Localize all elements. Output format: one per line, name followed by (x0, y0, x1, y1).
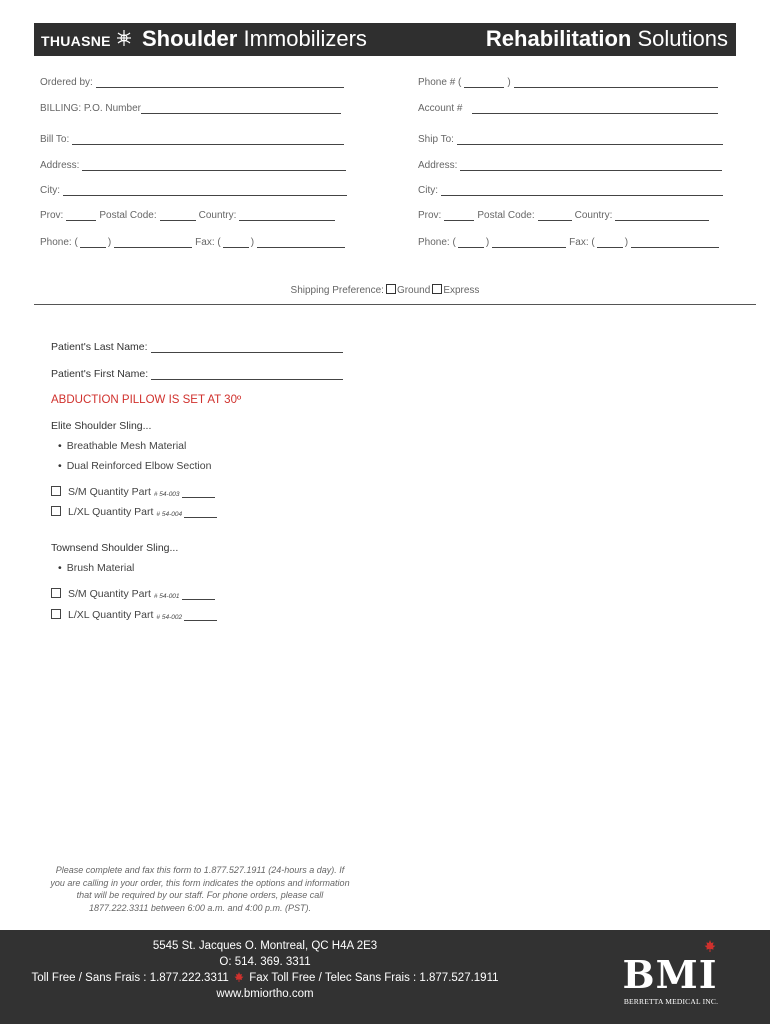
phone-number-field[interactable]: Phone # ( ) (418, 77, 721, 88)
ship-to-field[interactable]: Ship To: (418, 134, 726, 145)
ship-city-field[interactable]: City: (418, 185, 726, 196)
bmi-logo-subtitle: BERRETTA MEDICAL INC. (623, 997, 719, 1006)
express-checkbox[interactable] (432, 284, 442, 294)
checkbox[interactable] (51, 588, 61, 598)
footer-phones: Toll Free / Sans Frais : 1.877.222.3311 Fax Toll Free / Telec Sans Frais : 1.877.527.1911 (31, 972, 499, 984)
footer-bar (0, 930, 770, 1024)
shipping-preference: Shipping Preference: Ground Express (290, 285, 480, 296)
bill-address-field[interactable]: Address: (40, 160, 349, 171)
bmi-logo-text: BMI (622, 952, 718, 997)
list-item: • Brush Material (58, 562, 134, 574)
ordered-by-field[interactable]: Ordered by: (40, 77, 347, 88)
bill-phone-row[interactable]: Phone: ( ) Fax: ( ) (40, 237, 348, 248)
header-bar (34, 23, 736, 56)
account-number-field[interactable]: Account # (418, 103, 721, 114)
header-tagline: Rehabilitation Solutions (485, 26, 728, 51)
elite-sling-heading: Elite Shoulder Sling... (51, 420, 152, 432)
maple-leaf-icon (704, 940, 716, 952)
ground-checkbox[interactable] (386, 284, 396, 294)
brand-name: THUASNE (41, 33, 111, 49)
ship-phone-row[interactable]: Phone: ( ) Fax: ( ) (418, 237, 722, 248)
townsend-lxl-quantity[interactable]: L/XL Quantity Part # 54-002 (51, 609, 217, 621)
list-item: • Dual Reinforced Elbow Section (58, 460, 211, 472)
ship-prov-row[interactable]: Prov: Postal Code: Country: (418, 210, 712, 221)
section-divider (34, 304, 756, 305)
patient-last-name-field[interactable]: Patient's Last Name: (51, 341, 346, 353)
bill-prov-row[interactable]: Prov: Postal Code: Country: (40, 210, 338, 221)
thuasne-logo-icon (114, 28, 134, 48)
elite-lxl-quantity[interactable]: L/XL Quantity Part # 54-004 (51, 506, 217, 518)
bill-to-field[interactable]: Bill To: (40, 134, 347, 145)
checkbox[interactable] (51, 506, 61, 516)
bill-city-field[interactable]: City: (40, 185, 350, 196)
checkbox[interactable] (51, 609, 61, 619)
list-item: • Breathable Mesh Material (58, 440, 186, 452)
bmi-logo (618, 940, 724, 1010)
po-number-field[interactable]: BILLING: P.O. Number (40, 103, 344, 114)
maple-leaf-icon (234, 972, 244, 982)
instructions-note: Please complete and fax this form to 1.877.527.1911 (24-hours a day). If you are calling in your order, this form indicates the options and information that will be required by our staff. For phone orders, please call 1877.222.3311 between 6:00 a.m. and 4:00 p.m. (PST). (50, 865, 350, 913)
footer-office-phone: O: 514. 369. 3311 (219, 956, 311, 968)
abduction-heading: ABDUCTION PILLOW IS SET AT 30º (51, 394, 242, 406)
footer-website[interactable]: www.bmiortho.com (216, 988, 314, 1000)
ship-address-field[interactable]: Address: (418, 160, 725, 171)
elite-sm-quantity[interactable]: S/M Quantity Part # 54-003 (51, 486, 215, 498)
footer-address: 5545 St. Jacques O. Montreal, QC H4A 2E3 (152, 940, 378, 952)
page-title: Shoulder Immobilizers (142, 26, 367, 51)
checkbox[interactable] (51, 486, 61, 496)
townsend-sling-heading: Townsend Shoulder Sling... (51, 542, 179, 554)
patient-first-name-field[interactable]: Patient's First Name: (51, 368, 346, 380)
townsend-sm-quantity[interactable]: S/M Quantity Part # 54-001 (51, 588, 215, 600)
